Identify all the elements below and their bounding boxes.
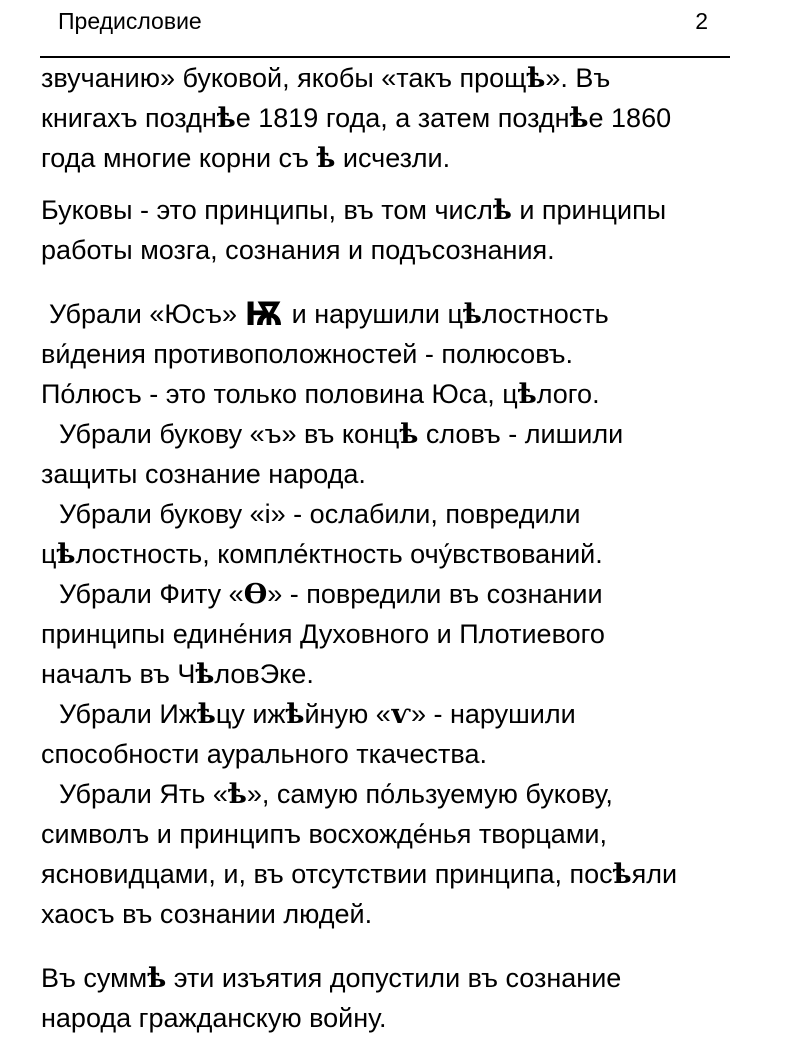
text-line: символъ и принципъ восхожде́нья творцами,	[41, 819, 607, 849]
text-line: Убрали «Юсъ» Ѭ и нарушили цѣлостность	[49, 295, 609, 333]
text-line: звучанию» буковой, якобы «такъ прощѣ». Въ	[41, 63, 611, 94]
text-line: книгахъ позднѣе 1819 года, а затем позднѣе 1860	[41, 103, 672, 134]
text-line: способности аурального ткачества.	[41, 739, 487, 769]
text-line: защиты сознание народа.	[41, 459, 366, 489]
text-line: ясновидцами, и, въ отсутствии принципа, посѣяли	[41, 859, 678, 890]
text-line: хаосъ въ сознании людей.	[41, 899, 373, 929]
text-line: цѣлостность, компле́ктность очу́вствований.	[41, 539, 603, 570]
text-line: ви́дения противоположностей - полюсовъ.	[41, 339, 574, 369]
text-line: работы мозга, сознания и подъсознания.	[41, 235, 555, 265]
text-line: Убрали Фиту «Ѳ» - повредили въ сознании	[59, 579, 603, 610]
text-line: Въ суммѣ эти изъятия допустили въ сознание	[41, 963, 622, 994]
text-line: Убрали Ять «ѣ», самую по́льзуемую букову,	[59, 779, 613, 810]
text-line: народа гражданскую войну.	[41, 1003, 387, 1033]
text-line: Убрали Ижѣцу ижѣйную «ѵ» - нарушили	[59, 699, 576, 730]
chapter-title: Предисловие	[58, 8, 202, 34]
text-line: Буковы - это принципы, въ том числѣ и принципы	[41, 195, 667, 226]
text-line: года многие корни съ ѣ исчезли.	[41, 143, 451, 174]
page-header	[40, 0, 730, 58]
text-line: началъ въ ЧѣловЭке.	[41, 659, 314, 690]
body-text	[41, 58, 761, 1038]
text-line: принципы едине́ния Духовного и Плотиевого	[41, 619, 605, 649]
text-line: Убрали букову «і» - ослабили, повредили	[59, 499, 581, 529]
text-line: По́люсъ - это только половина Юса, цѣлого.	[41, 379, 600, 410]
text-line: Убрали букову «ъ» въ концѣ словъ - лишили	[59, 419, 624, 450]
page-number: 2	[695, 8, 708, 34]
